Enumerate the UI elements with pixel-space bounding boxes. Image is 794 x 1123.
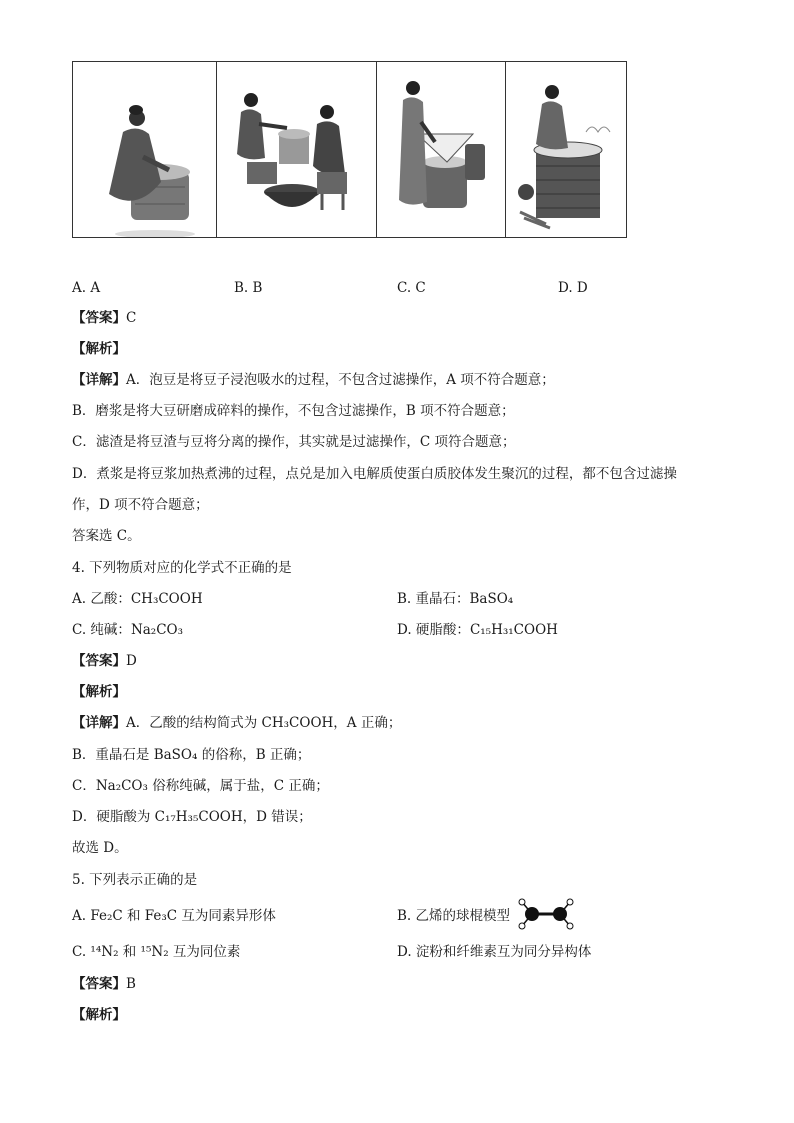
q4-analysis-tag: 【解析】 — [72, 684, 126, 700]
figure-cell-grind-pulp — [217, 62, 377, 237]
q4-option-b-formula: BaSO₄ — [469, 591, 514, 607]
q5-option-c: C. ¹⁴N₂ 和 ¹⁵N₂ 互为同位素 — [72, 944, 241, 960]
q3-answer: C — [126, 310, 137, 326]
q4-option-d-label: D. 硬脂酸： — [397, 622, 470, 638]
filtering-residue-illustration — [377, 62, 506, 237]
figure-cell-filter-residue — [377, 62, 506, 237]
q5-analysis-tag: 【解析】 — [72, 1007, 126, 1023]
q4-answer-line — [72, 652, 137, 670]
q4-detail-line-a — [72, 714, 401, 732]
q3-analysis-tag: 【解析】 — [72, 341, 126, 357]
q4-conclusion: 故选 D。 — [72, 840, 128, 856]
q4-option-c — [72, 621, 183, 639]
q4-option-c-label: C. 纯碱： — [72, 622, 131, 638]
q5-option-a: A. Fe₂C 和 Fe₃C 互为同素异形体 — [72, 908, 276, 924]
q4-stem: 4. 下列物质对应的化学式不正确的是 — [72, 560, 292, 576]
figure-table — [72, 61, 627, 238]
soaking-beans-illustration — [73, 62, 217, 237]
answer-tag: 【答案】 — [72, 653, 126, 669]
q4-answer: D — [126, 653, 137, 669]
grinding-pulp-illustration — [217, 62, 377, 237]
q5-stem: 5. 下列表示正确的是 — [72, 872, 198, 888]
q4-detail-text-a: A．乙酸的结构简式为 CH₃COOH，A 正确； — [126, 715, 402, 731]
q4-detail-line-c: C．Na₂CO₃ 俗称纯碱，属于盐，C 正确； — [72, 778, 329, 794]
detail-tag: 【详解】 — [72, 715, 126, 731]
q3-detail-text-a: A．泡豆是将豆子浸泡吸水的过程，不包含过滤操作，A 项不符合题意； — [126, 372, 555, 388]
q3-option-d: D. D — [558, 280, 588, 296]
figure-cell-boil-pulp — [506, 62, 626, 237]
q3-detail-line-b: B．磨浆是将大豆研磨成碎料的操作，不包含过滤操作，B 项不符合题意； — [72, 403, 515, 419]
q5-option-b: B. 乙烯的球棍模型 — [397, 908, 511, 924]
q3-detail-line-d: D．煮浆是将豆浆加热煮沸的过程，点兑是加入电解质使蛋白质胶体发生聚沉的过程，都不包含过滤操 — [72, 466, 677, 482]
q4-detail-line-d: D．硬脂酸为 C₁₇H₃₅COOH，D 错误； — [72, 809, 312, 825]
q3-option-a: A. A — [72, 280, 101, 296]
q4-option-a — [72, 590, 203, 608]
q4-option-c-formula: Na₂CO₃ — [130, 622, 184, 638]
q4-option-a-label: A. 乙酸： — [72, 591, 131, 607]
q4-option-d-formula: C₁₅H₃₁COOH — [469, 622, 558, 638]
boiling-pulp-illustration — [506, 62, 626, 237]
q5-answer-line — [72, 975, 136, 993]
q3-detail-line-c: C．滤渣是将豆渣与豆将分离的操作，其实就是过滤操作，C 项符合题意； — [72, 434, 516, 450]
q4-option-b — [397, 590, 513, 608]
q4-option-b-label: B. 重晶石： — [397, 591, 470, 607]
q4-option-a-formula: CH₃COOH — [130, 591, 203, 607]
q3-conclusion: 答案选 C。 — [72, 528, 141, 544]
ethylene-ball-stick-model-icon — [516, 896, 576, 932]
q3-option-b: B. B — [234, 280, 263, 296]
figure-cell-soak-beans — [73, 62, 217, 237]
q4-detail-line-b: B．重晶石是 BaSO₄ 的俗称，B 正确； — [72, 747, 311, 763]
q3-option-c: C. C — [397, 280, 426, 296]
q3-answer-line — [72, 309, 136, 327]
answer-tag: 【答案】 — [72, 976, 126, 992]
answer-tag: 【答案】 — [72, 310, 126, 326]
q5-option-d: D. 淀粉和纤维素互为同分异构体 — [397, 944, 592, 960]
q4-option-d — [397, 621, 558, 639]
q3-detail-line-a — [72, 371, 555, 389]
q5-answer: B — [126, 976, 136, 992]
detail-tag: 【详解】 — [72, 372, 126, 388]
q3-detail-line-d-cont: 作，D 项不符合题意； — [72, 497, 209, 513]
